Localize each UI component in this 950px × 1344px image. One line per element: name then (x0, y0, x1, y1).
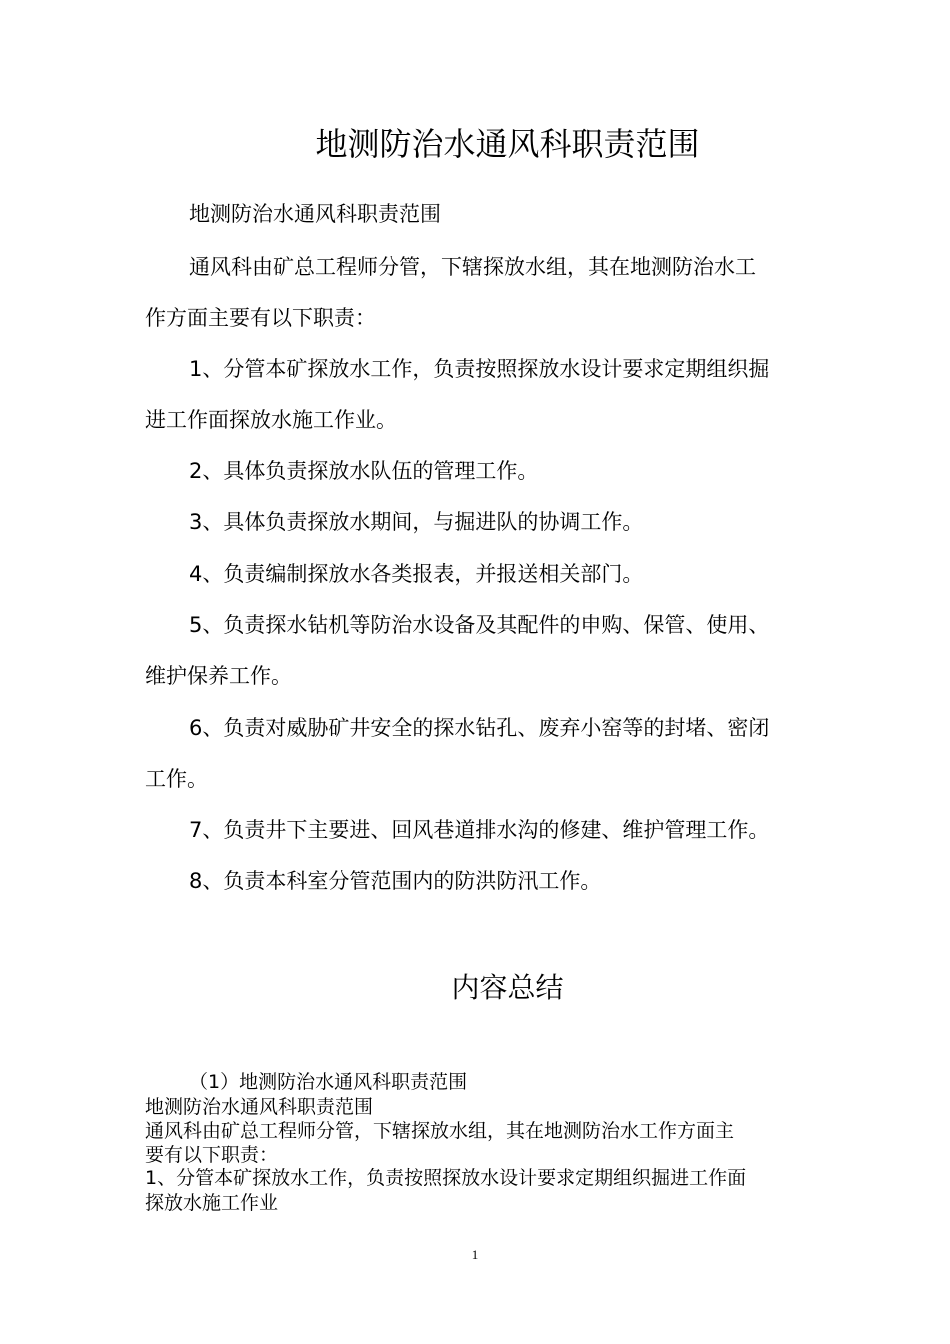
duty-6-line-1: 6、负责对威胁矿井安全的探水钻孔、废弃小窑等的封堵、密闭 (189, 716, 770, 740)
paragraph-intro-line-1: 通风科由矿总工程师分管，下辖探放水组，其在地测防治水工 (189, 255, 756, 279)
paragraph-subtitle: 地测防治水通风科职责范围 (189, 202, 441, 226)
page-number: 1 (471, 1247, 479, 1262)
duty-7: 7、负责井下主要进、回风巷道排水沟的修建、维护管理工作。 (189, 818, 770, 842)
duty-5-line-2: 维护保养工作。 (145, 664, 292, 688)
paragraph-intro-line-2: 作方面主要有以下职责： (145, 306, 376, 330)
summary-title: 内容总结 (451, 971, 564, 1004)
duty-6-line-2: 工作。 (145, 767, 208, 791)
duty-8: 8、负责本科室分管范围内的防洪防汛工作。 (189, 869, 602, 893)
duty-4: 4、负责编制探放水各类报表，并报送相关部门。 (189, 562, 644, 586)
duty-3: 3、具体负责探放水期间，与掘进队的协调工作。 (189, 510, 644, 534)
summary-line-2: 地测防治水通风科职责范围 (145, 1096, 374, 1118)
document-title: 地测防治水通风科职责范围 (315, 125, 700, 163)
duty-1-line-1: 1、分管本矿探放水工作，负责按照探放水设计要求定期组织掘 (189, 357, 770, 381)
duty-5-line-1: 5、负责探水钻机等防治水设备及其配件的申购、保管、使用、 (189, 613, 770, 637)
summary-line-1: （1）地测防治水通风科职责范围 (189, 1071, 468, 1093)
duty-1-line-2: 进工作面探放水施工作业。 (145, 408, 397, 432)
summary-line-3: 通风科由矿总工程师分管，下辖探放水组，其在地测防治水工作方面主 (145, 1120, 735, 1142)
duty-2: 2、具体负责探放水队伍的管理工作。 (189, 459, 539, 483)
summary-line-5: 1、分管本矿探放水工作，负责按照探放水设计要求定期组织掘进工作面 (145, 1167, 747, 1189)
summary-line-4: 要有以下职责： (145, 1144, 279, 1166)
summary-line-6: 探放水施工作业 (145, 1192, 279, 1214)
